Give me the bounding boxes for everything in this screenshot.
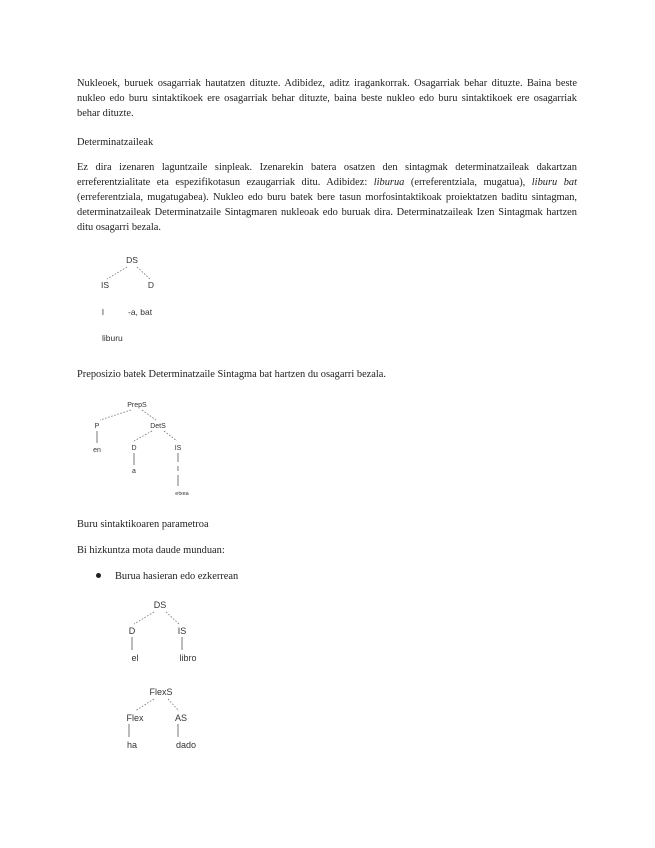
example-liburua: liburua bbox=[373, 177, 405, 188]
branch-line bbox=[135, 699, 154, 711]
word-liburu: liburu bbox=[102, 333, 123, 343]
text-part: (erreferentziala, mugatua), bbox=[404, 177, 532, 188]
node-flex: Flex bbox=[126, 713, 144, 723]
bullet-item-hasieran: Burua hasieran edo ezkerrean bbox=[115, 571, 239, 582]
node-i: I bbox=[177, 466, 179, 473]
paragraph-nukleoak: Nukleoek, buruek osagarriak hautatzen dituzte. Adibidez, aditz iragankorrak. Osagarriak behar dituzte. Baina beste nukleo edo buru sintaktikoek ere osagarriak behar dituzte, baina beste nukleo edo buru sintaktikoek ere osagarriak behar dituzte. bbox=[77, 78, 577, 119]
word-libro: libro bbox=[179, 653, 197, 663]
word-ha: ha bbox=[126, 740, 138, 750]
branch-line bbox=[134, 431, 152, 441]
text-part: Ez dira izenaren laguntzaile sinpleak. Izenarekin batera osatzen den sintagmak determinatzaileak dakartzan erreferentzialitate eta espezifikotasun ezaugarriak ditu. Adibidez: bbox=[77, 162, 577, 188]
node-dets: DetS bbox=[150, 423, 166, 430]
word-el: el bbox=[131, 653, 139, 663]
node-ds: DS bbox=[153, 600, 167, 610]
word-en: en bbox=[93, 447, 101, 454]
node-is: IS bbox=[177, 626, 187, 636]
word-a: a bbox=[132, 468, 136, 475]
syntax-tree-ds-2 bbox=[118, 596, 208, 668]
node-as: AS bbox=[174, 713, 188, 723]
syntax-tree-flexs bbox=[118, 683, 208, 755]
syntax-tree-preps bbox=[90, 396, 200, 500]
heading-determinatzaileak: Determinatzaileak bbox=[77, 137, 154, 148]
branch-line bbox=[134, 612, 154, 624]
node-preps: PrepS bbox=[127, 402, 147, 409]
branch-line bbox=[142, 410, 156, 420]
node-flexs: FlexS bbox=[149, 687, 173, 697]
word-l: l bbox=[102, 307, 104, 317]
syntax-tree-ds-1 bbox=[95, 252, 175, 347]
node-ds: DS bbox=[126, 255, 138, 265]
node-d: D bbox=[128, 626, 136, 636]
node-d: D bbox=[131, 445, 137, 452]
paragraph-determinatzaileak bbox=[77, 160, 577, 235]
text-part: (erreferentziala, mugatugabea). Nukleo edo buru batek bere tasun morfosintaktikoak proiektatzen baditu sintagman, determinatzaileak Determinatzaile Sintagmaren nukleoak edo buruak dira. Determinatzaileak Izen Sintagmak hartzen ditu osagarri bezala. bbox=[77, 192, 577, 233]
word-etxea: etxea bbox=[175, 491, 189, 497]
paragraph-preposizioa: Preposizio batek Determinatzaile Sintagma bat hartzen du osagarri bezala. bbox=[77, 369, 386, 380]
branch-line bbox=[107, 267, 127, 279]
branch-line bbox=[164, 431, 177, 441]
node-is: IS bbox=[174, 445, 182, 452]
paragraph-hizkuntza-motak: Bi hizkuntza mota daude munduan: bbox=[77, 545, 225, 556]
branch-line bbox=[168, 699, 179, 711]
node-p: P bbox=[94, 423, 100, 430]
example-liburu-bat: liburu bat bbox=[531, 177, 577, 188]
word-dado: dado bbox=[175, 740, 197, 750]
node-d: D bbox=[147, 280, 155, 290]
heading-buru-parametroa: Buru sintaktikoaren parametroa bbox=[77, 519, 209, 530]
node-is: IS bbox=[100, 280, 110, 290]
branch-line bbox=[137, 267, 150, 279]
branch-line bbox=[100, 410, 131, 420]
branch-line bbox=[166, 612, 179, 624]
bullet-dot bbox=[96, 573, 101, 578]
word-a-bat: -a, bat bbox=[128, 307, 153, 317]
